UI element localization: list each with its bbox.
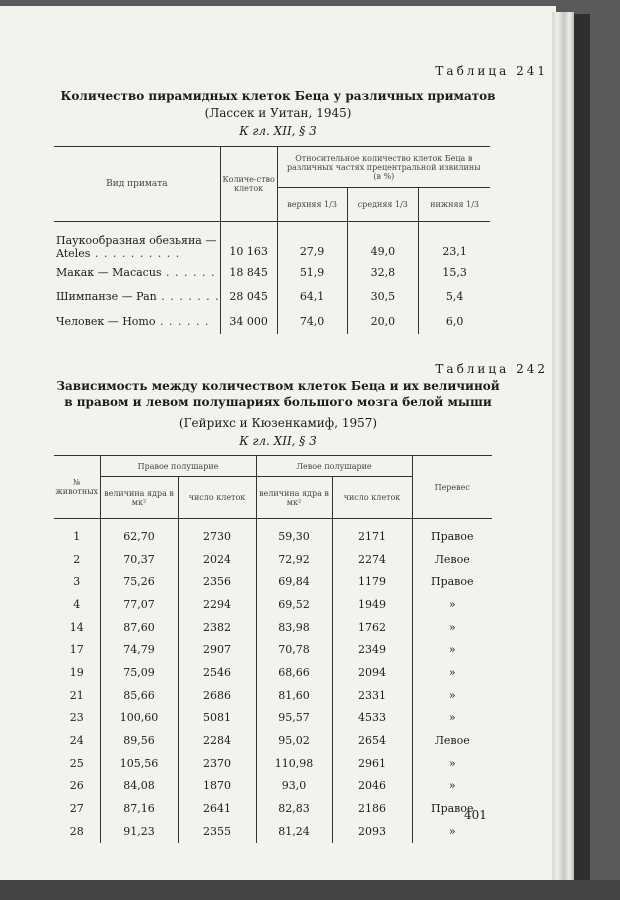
table-row: Макак — Macacus . . . . . . 18 845 51,9 32,8 15,3 [54, 260, 490, 284]
upper-third-header: верхняя 1/3 [277, 188, 347, 222]
left-size: 93,0 [256, 775, 332, 798]
left-size: 95,02 [256, 729, 332, 752]
right-size: 84,08 [100, 775, 178, 798]
left-size: 70,78 [256, 638, 332, 661]
left-size: 95,57 [256, 707, 332, 730]
table-row [54, 820, 492, 843]
right-cells: 1870 [178, 775, 256, 798]
left-cells: 2186 [332, 797, 412, 820]
cell-upper: 64,1 [277, 284, 347, 308]
table-242-reference: К гл. XII, § 3 [239, 434, 317, 448]
animal-number: 14 [54, 616, 100, 639]
right-cells: 2024 [178, 548, 256, 571]
animal-number: 1 [54, 519, 100, 548]
table-row [54, 797, 492, 820]
dominance: Левое [434, 734, 470, 748]
right-cells: 2686 [178, 684, 256, 707]
left-hemisphere-header: Левое полушарие [256, 456, 412, 477]
animal-number: 19 [54, 661, 100, 684]
dominance: Правое [430, 802, 474, 816]
left-cells: 2274 [332, 548, 412, 571]
cell-lower: 6,0 [445, 314, 464, 328]
left-size: 81,24 [256, 820, 332, 843]
right-cells: 2641 [178, 797, 256, 820]
cell-count: 18 845 [220, 260, 277, 284]
left-size: 59,30 [256, 519, 332, 548]
left-size: 82,83 [256, 797, 332, 820]
right-cells: 2907 [178, 638, 256, 661]
animal-number: 17 [54, 638, 100, 661]
table-row: Человек — Homo . . . . . . 34 000 74,0 20,0 6,0 [54, 308, 490, 334]
animal-number: 25 [54, 752, 100, 775]
right-cells: 2356 [178, 570, 256, 593]
table-241-label: Таблица 241 [435, 64, 548, 78]
animal-number: 28 [54, 820, 100, 843]
table-row [54, 707, 492, 730]
dominance: » [448, 756, 456, 770]
cell-lower: 15,3 [442, 265, 467, 279]
lower-third-header: нижняя 1/3 [419, 188, 490, 222]
relative-header: Относительное количество клеток Беца в различных частях прецентральной извилины (в %) [277, 147, 490, 188]
left-cells-header: число клеток [332, 477, 412, 519]
scan-background [0, 880, 620, 900]
table-row [54, 729, 492, 752]
cell-upper: 51,9 [277, 260, 347, 284]
left-size-header: величина ядра в мк² [256, 477, 332, 519]
right-size-header: величина ядра в мк² [100, 477, 178, 519]
animal-number-header: № животных [54, 456, 100, 519]
left-size: 69,84 [256, 570, 332, 593]
table-row [54, 616, 492, 639]
left-cells: 1179 [332, 570, 412, 593]
middle-third-header: средняя 1/3 [347, 188, 419, 222]
right-cells: 5081 [178, 707, 256, 730]
right-size: 87,60 [100, 616, 178, 639]
animal-number: 4 [54, 593, 100, 616]
animal-number: 26 [54, 775, 100, 798]
left-size: 83,98 [256, 616, 332, 639]
table-row [54, 775, 492, 798]
right-cells: 2370 [178, 752, 256, 775]
table-row [54, 752, 492, 775]
book-cover-edge [574, 14, 590, 880]
table-241-title: Количество пирамидных клеток Беца у различных приматов [60, 89, 496, 103]
dominance: » [448, 824, 456, 838]
right-size: 91,23 [100, 820, 178, 843]
table-241-source: (Лассек и Уитан, 1945) [204, 106, 352, 120]
left-cells: 2171 [332, 519, 412, 548]
table-row: Шимпанзе — Pan . . . . . . . 28 045 64,1 30,5 5,4 [54, 284, 490, 308]
cell-upper: 74,0 [277, 308, 347, 334]
right-size: 100,60 [100, 707, 178, 730]
table-242 [54, 455, 492, 843]
table-row [54, 638, 492, 661]
left-cells: 2349 [332, 638, 412, 661]
right-size: 75,26 [100, 570, 178, 593]
cell-count: 34 000 [220, 308, 277, 334]
left-cells: 4533 [332, 707, 412, 730]
table-242-title-line1: Зависимость между количеством клеток Беца и их величиной [56, 379, 500, 393]
right-size: 70,37 [100, 548, 178, 571]
cell-lower: 23,1 [442, 244, 467, 258]
cell-upper: 27,9 [277, 222, 347, 261]
table-242-source: (Гейрихс и Кюзенкамиф, 1957) [178, 416, 378, 430]
left-size: 72,92 [256, 548, 332, 571]
table-row [54, 684, 492, 707]
right-size: 77,07 [100, 593, 178, 616]
table-241 [54, 146, 490, 334]
table-row [54, 570, 492, 593]
dominance-header: Перевес [412, 456, 492, 519]
cell-middle: 49,0 [347, 222, 419, 261]
cell-count: 10 163 [220, 222, 277, 261]
cell-middle: 30,5 [347, 284, 419, 308]
animal-number: 27 [54, 797, 100, 820]
dominance: » [448, 688, 456, 702]
left-cells: 2654 [332, 729, 412, 752]
right-size: 87,16 [100, 797, 178, 820]
right-size: 105,56 [100, 752, 178, 775]
right-cells: 2382 [178, 616, 256, 639]
left-cells: 2331 [332, 684, 412, 707]
left-cells: 1949 [332, 593, 412, 616]
dominance: » [448, 643, 456, 657]
right-hemisphere-header: Правое полушарие [100, 456, 256, 477]
species-name: Человек — Homo [56, 314, 156, 328]
animal-number: 23 [54, 707, 100, 730]
right-cells: 2546 [178, 661, 256, 684]
dominance: » [448, 597, 456, 611]
cell-middle: 20,0 [347, 308, 419, 334]
dominance: » [448, 665, 456, 679]
table-row [54, 222, 490, 261]
dominance: Правое [430, 575, 474, 589]
dominance: » [448, 779, 456, 793]
right-size: 85,66 [100, 684, 178, 707]
right-cells: 2355 [178, 820, 256, 843]
right-cells: 2294 [178, 593, 256, 616]
cell-lower: 5,4 [445, 289, 464, 303]
left-size: 110,98 [256, 752, 332, 775]
left-size: 69,52 [256, 593, 332, 616]
left-cells: 2094 [332, 661, 412, 684]
animal-number: 2 [54, 548, 100, 571]
cell-middle: 32,8 [347, 260, 419, 284]
table-row [54, 548, 492, 571]
dominance: Левое [434, 552, 470, 566]
dominance: » [448, 711, 456, 725]
right-cells: 2284 [178, 729, 256, 752]
table-row [54, 519, 492, 548]
species-name: Паукообразная обезьяна — [56, 234, 217, 247]
table-row [54, 661, 492, 684]
animal-number: 21 [54, 684, 100, 707]
right-cells: 2730 [178, 519, 256, 548]
left-cells: 1762 [332, 616, 412, 639]
right-size: 74,79 [100, 638, 178, 661]
left-cells: 2046 [332, 775, 412, 798]
left-size: 81,60 [256, 684, 332, 707]
count-header: Количе-ство клеток [220, 147, 277, 222]
left-size: 68,66 [256, 661, 332, 684]
species-header: Вид примата [54, 147, 220, 222]
table-242-title-line2: в правом и левом полушариях большого мозга белой мыши [64, 395, 492, 409]
species-name: Макак — Macacus [56, 265, 162, 279]
right-size: 75,09 [100, 661, 178, 684]
cell-count: 28 045 [220, 284, 277, 308]
page-number: 401 [464, 808, 487, 822]
species-latin: Ateles . . . . . . . . . . [56, 247, 181, 260]
left-cells: 2961 [332, 752, 412, 775]
table-241-reference: К гл. XII, § 3 [239, 124, 317, 138]
table-row [54, 593, 492, 616]
right-size: 62,70 [100, 519, 178, 548]
right-size: 89,56 [100, 729, 178, 752]
dominance: Правое [430, 529, 474, 543]
animal-number: 3 [54, 570, 100, 593]
table-242-label: Таблица 242 [435, 362, 548, 376]
right-cells-header: число клеток [178, 477, 256, 519]
dominance: » [448, 620, 456, 634]
page-stack-edge [552, 12, 574, 880]
species-name: Шимпанзе — Pan [56, 289, 157, 303]
animal-number: 24 [54, 729, 100, 752]
left-cells: 2093 [332, 820, 412, 843]
